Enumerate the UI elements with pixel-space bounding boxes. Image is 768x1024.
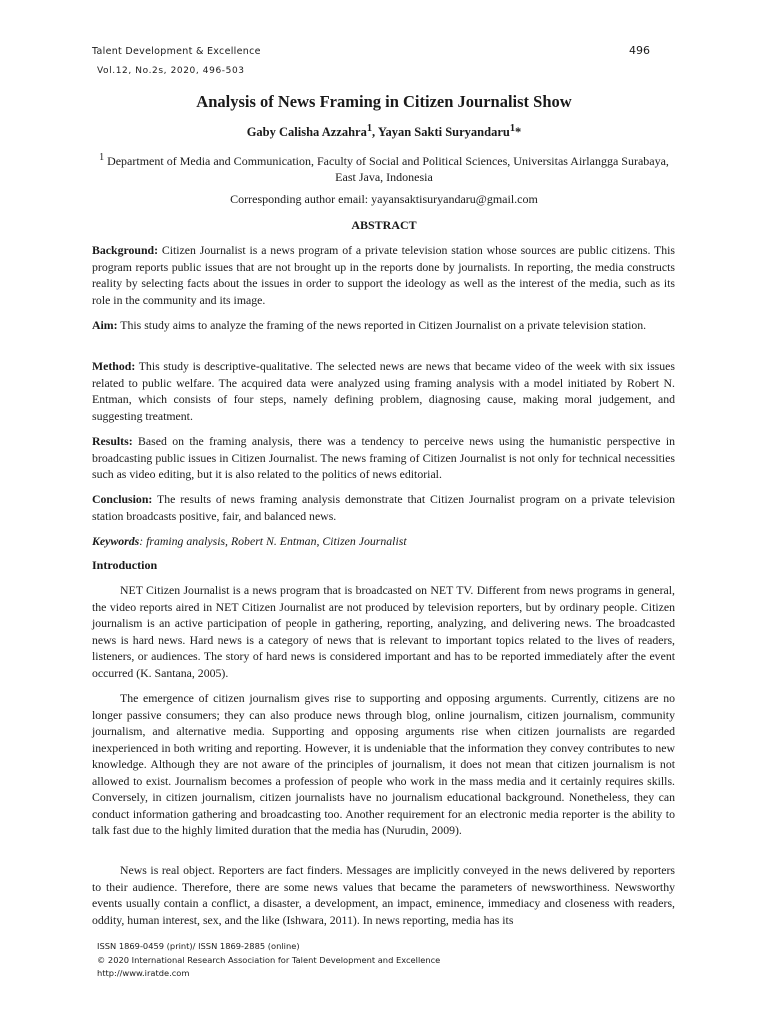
keywords-label: Keywords [92, 534, 140, 548]
results-text: Based on the framing analysis, there was a tendency to perceive news using the humanistic perspective in broadcasting public issues in Citizen Journalist. The news framing of Citizen Journalist is not only for technical necessities such as video editing, but it is also related to the politics of news editorial. [92, 434, 675, 481]
background-text: Citizen Journalist is a news program of a private television station whose sources are public citizens. This program reports public issues that are not brought up in the reports done by journalists. In reporting, the media constructs reality by selecting facts about the issues in order to support the ideology as well as the interest of the media, such as its role in the community and its image. [92, 243, 675, 307]
footer-copyright: © 2020 International Research Association for Talent Development and Excellence [97, 954, 441, 965]
background-label: Background: [92, 243, 158, 257]
abstract-heading: ABSTRACT [351, 218, 417, 232]
corresponding-mark: * [515, 125, 522, 140]
abstract-results [92, 433, 675, 483]
abstract-conclusion [92, 491, 675, 524]
page-number: 496 [629, 44, 650, 57]
abstract-method [92, 358, 675, 424]
introduction-paragraph-3: News is real object. Reporters are fact finders. Messages are implicitly conveyed in the news delivered by reporters to their audience. Therefore, there are some news values that became the parameters of newsworthiness. Newsworthy events usually contain a conflict, a disaster, a development, an impact, eminence, immediacy and closeness with readers, oddity, human interest, sex, and the like (Ishwara, 2011). In news reporting, media has its [92, 863, 675, 927]
conclusion-text: The results of news framing analysis demonstrate that Citizen Journalist program on a private television station broadcasts positive, fair, and balanced news. [92, 492, 675, 523]
results-label: Results: [92, 434, 133, 448]
affiliation-mark: 1 [99, 152, 105, 163]
author-2-affiliation-mark: 1 [509, 123, 516, 134]
abstract-aim [92, 317, 675, 334]
volume-info: Vol.12, No.2s, 2020, 496-503 [97, 66, 245, 76]
affiliation [92, 150, 676, 185]
aim-label: Aim: [92, 318, 118, 332]
aim-text: This study aims to analyze the framing of the news reported in Citizen Journalist on a private television station. [117, 318, 647, 332]
keywords-text: : framing analysis, Robert N. Entman, Citizen Journalist [139, 534, 407, 548]
author-separator: , [372, 125, 378, 140]
abstract-background [92, 242, 675, 308]
journal-name: Talent Development & Excellence [92, 46, 261, 57]
corresponding-email: Corresponding author email: yayansaktisuryandaru@gmail.com [230, 192, 538, 206]
article-title: Analysis of News Framing in Citizen Journalist Show [196, 92, 572, 111]
method-text: This study is descriptive-qualitative. The selected news are news that became video of the week with six issues related to public welfare. The acquired data were analyzed using framing analysis with a model initiated by Robert N. Entman, which consists of four steps, namely defining problem, diagnosing cause, making moral judgement, and suggesting treatment. [92, 359, 675, 423]
conclusion-label: Conclusion: [92, 492, 153, 506]
footer-url[interactable]: http://www.iratde.com [97, 968, 190, 978]
method-label: Method: [92, 359, 136, 373]
footer-issn: ISSN 1869-0459 (print)/ ISSN 1869-2885 (online) [97, 941, 300, 951]
page-footer [97, 940, 440, 981]
author-1-affiliation-mark: 1 [366, 123, 373, 134]
introduction-heading: Introduction [92, 558, 158, 572]
author-2: Yayan Sakti Suryandaru [377, 125, 510, 140]
introduction-paragraph-1: NET Citizen Journalist is a news program that is broadcasted on NET TV. Different from news programs in general, the video reports aired in NET Citizen Journalist are not produced by television reporters, but by ordinary people. Citizen journalism is an active participation of people in gathering, reporting, analyzing, and delivering news. The broadcasted news is hard news. Hard news is a category of news that is relevant to important topics related to the lives of readers, listeners, or audiences. The story of hard news is considered important and has to be reported immediately after the event occurred (K. Santana, 2005). [92, 583, 675, 680]
introduction-paragraph-2: The emergence of citizen journalism gives rise to supporting and opposing arguments. Currently, citizens are no longer passive consumers; they can also produce news through blog, online journalism, citizen journalism, community journalism, and alternative media. Supporting and opposing arguments rise when citizen journalists are regarded inexperienced in both writing and reporting. However, it is undeniable that the information they convey contributes to new knowledge. Although they are not aware of the principles of journalism, it does not mean that citizen journalism is not allowed to exist. Journalism becomes a profession of people who work in the mass media and it certainly requires skills. Conversely, in citizen journalism, citizen journalists have no journalism educational background. Nonetheless, they can conduct information gathering and broadcasting too. Another requirement for an electronic media reporter is the ability to talk fast due to the highly limited duration that the media has (Nurudin, 2009). [92, 691, 675, 837]
author-list [92, 123, 676, 140]
keywords [92, 533, 675, 550]
affiliation-text: Department of Media and Communication, Faculty of Social and Political Sciences, Universitas Airlangga Surabaya, East Java, Indonesia [104, 154, 669, 184]
author-1: Gaby Calisha Azzahra [246, 125, 367, 140]
